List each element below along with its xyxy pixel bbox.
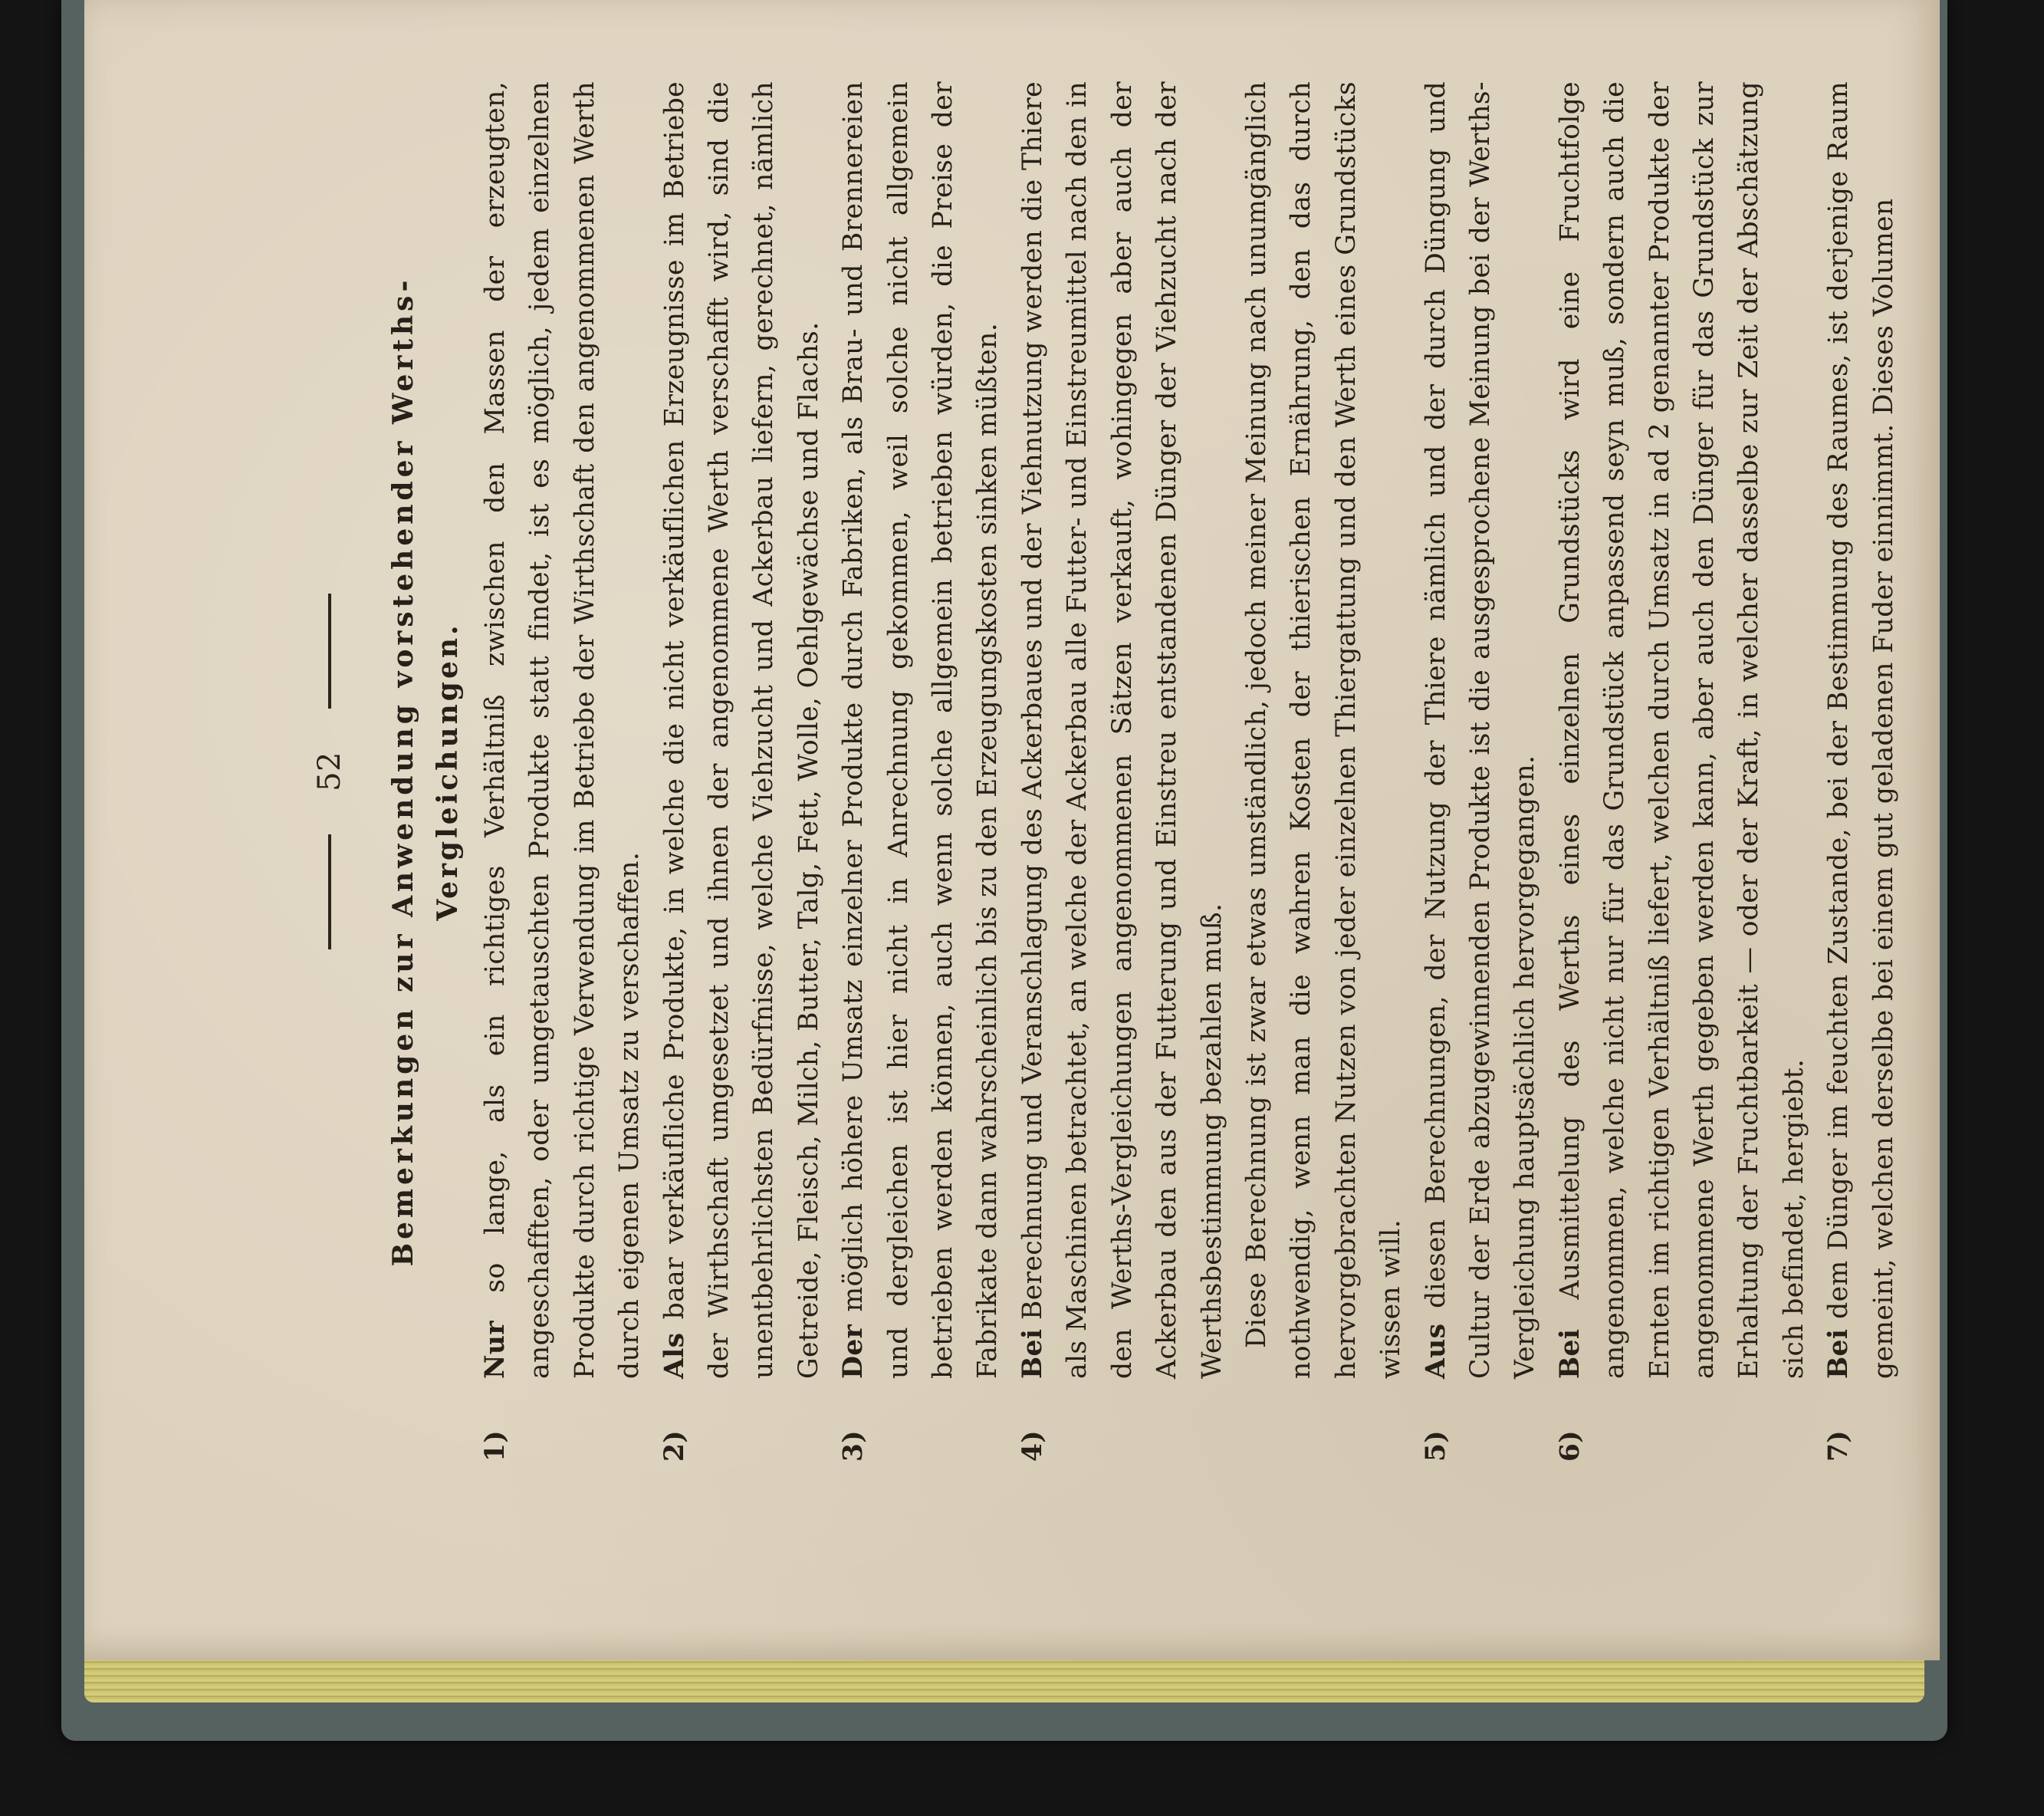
list-item-5: [1414, 81, 1548, 1462]
item-text: so lange, als ein richtiges Verhältniß zwischen den Massen der erzeugten, angeschafften, oder umgetauschten Produkte statt findet, ist es möglich, jedem einzelnen Produkte durch richtige Verwendung im Betriebe der Wirthschaft den angenommenen Werth durch eigenen Umsatz zu verschaffen.: [480, 81, 646, 1379]
list-item-3: [831, 81, 1010, 1462]
item-text: dem Dünger im feuchten Zustande, bei der Bestimmung des Raumes, ist derjenige Raum gemeint, welchen derselbe bei einem gut geladenen Fuder einnimmt. Dieses Volumen: [1823, 81, 1899, 1379]
item-text: Ausmittelung des Werths eines einzelnen Grundstücks wird eine Fruchtfolge angenommen, welche nicht nur für das Grundstück anpassend seyn muß, sondern auch die Ernten im richtigen Verhältniß liefert, welchen durch Umsatz in ad 2 genannter Produkte der angenommene Werth gegeben werden kann, aber auch den Dünger für das Grundstück zur Erhaltung der Fruchtbarkeit — oder der Kraft, in welcher dasselbe zur Zeit der Abschätzung sich befindet, hergiebt.: [1554, 81, 1809, 1379]
list-item-2: [652, 81, 832, 1462]
item-lead-word: Bei: [1823, 1328, 1855, 1379]
item-lead-word: Der: [838, 1324, 869, 1379]
item-lead-word: Nur: [480, 1321, 511, 1379]
item-number: 2): [659, 1429, 690, 1462]
page-text: [288, 81, 1899, 1462]
item-number: 7): [1823, 1429, 1855, 1462]
item-lead-word: Aus: [1420, 1323, 1451, 1379]
header-rule-right: [328, 594, 331, 709]
item-number: 3): [838, 1429, 869, 1462]
item-number: 1): [480, 1429, 511, 1462]
item-text: baar verkäufliche Produkte, in welche die nicht verkäuflichen Erzeugnisse im Betriebe der Wirthschaft umgesetzet und ihnen der angenommene Werth verschafft wird, sind die unentbehrlichsten Bedürfnisse, welche Viehzucht und Ackerbau liefern, gerechnet, nämlich Getreide, Fleisch, Milch, Butter, Talg, Fett, Wolle, Oehlgewächse und Flachs.: [659, 81, 824, 1379]
item-number: 6): [1554, 1429, 1586, 1462]
list-item-4: [1010, 81, 1234, 1462]
header-rule-left: [328, 834, 331, 949]
list-item-1: [473, 81, 652, 1462]
book-page: [84, 0, 1940, 1660]
item-lead-word: Bei: [1554, 1328, 1586, 1379]
item-number: 4): [1017, 1429, 1048, 1462]
item-text: diesen Berechnungen, der Nutzung der Thiere nämlich und der durch Düngung und Cultur der Erde abzugewinnenden Produkte ist die ausgesprochene Meinung bei der Werths-Vergleichung hauptsächlich hervorgegangen.: [1420, 81, 1541, 1379]
page-number: 52: [311, 752, 347, 791]
item-text: Berechnung und Veranschlagung des Ackerbaues und der Viehnutzung werden die Thiere als Maschinen betrachtet, an welche der Ackerbau alle Futter- und Einstreumittel nach den in den Werths-Vergleichungen angenommenen Sätzen verkauft, wohingegen aber auch der Ackerbau den aus der Futterung und Einstreu entstandenen Dünger der Viehzucht nach der Werthsbestimmung bezahlen muß.: [1017, 81, 1227, 1379]
section-title: Bemerkungen zur Anwendung vorstehender Werths-: [387, 276, 419, 1267]
page-header: [288, 81, 372, 1462]
section-subtitle: Vergleichungen.: [432, 622, 464, 921]
list-item-6: [1548, 81, 1816, 1462]
item-number: 5): [1420, 1429, 1451, 1462]
item-lead-word: Als: [659, 1332, 690, 1379]
list-item-7: [1816, 81, 1906, 1462]
item-lead-word: Bei: [1017, 1328, 1048, 1379]
body-paragraph: Diese Berechnung ist zwar etwas umständlich, jedoch meiner Meinung nach unumgänglich nothwendig, wenn man die wahren Kosten der thierischen Ernährung, den das durch hervorgebrachten Nutzen von jeder einzelnen Thiergattung und den Werth eines Grundstücks wissen will.: [1241, 81, 1407, 1379]
item-text: möglich höhere Umsatz einzelner Produkte durch Fabriken, als Brau- und Brennereien und dergleichen ist hier nicht in Anrechnung gekommen, weil solche nicht allgemein betrieben werden können, auch wenn solche allgemein betrieben würden, die Preise der Fabrikate dann wahrscheinlich bis zu den Erzeugungskosten sinken müßten.: [838, 81, 1004, 1379]
